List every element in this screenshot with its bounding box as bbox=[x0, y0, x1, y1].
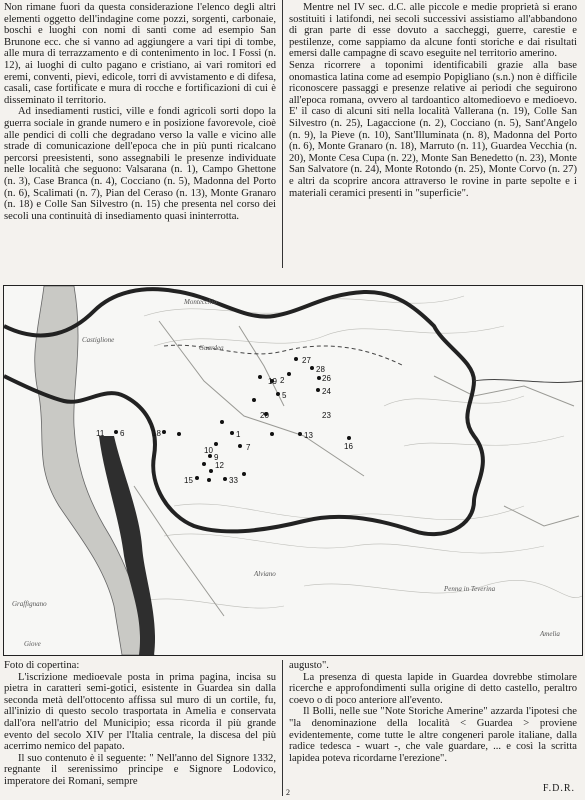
column-divider bbox=[282, 0, 283, 268]
site-label: 18 bbox=[152, 429, 161, 438]
site-label: 16 bbox=[344, 442, 353, 451]
paragraph: Mentre nel IV sec. d.C. alle piccole e medie proprietà si erano sostituiti i latifondi, nei secoli successivi assistiamo all'abbandono di gran parte di esse dovuto a saccheggi, guerre, carestie e pestilenze, come sappiamo da alcune fonti storiche e dai risultati emersi dalle campagne di scavo eseguite nel territorio amerino. bbox=[289, 2, 577, 60]
site-label: 12 bbox=[215, 461, 224, 470]
paragraph: La presenza di questa lapide in Guardea dovrebbe stimolare ricerche e approfondimenti sulla origine di detto castello, peraltro coevo o di poco anteriore all'evento. bbox=[289, 671, 577, 706]
roads bbox=[134, 321, 579, 616]
site-label: 7 bbox=[246, 443, 251, 452]
site-dot bbox=[230, 431, 234, 435]
place-label: Giove bbox=[24, 640, 41, 648]
site-label: 23 bbox=[322, 411, 331, 420]
site-dot bbox=[298, 432, 302, 436]
site-label: 19 bbox=[268, 377, 277, 386]
site-label: 24 bbox=[322, 387, 331, 396]
site-dot bbox=[287, 372, 291, 376]
page-number: 2 bbox=[286, 788, 290, 797]
column-divider bbox=[282, 660, 283, 796]
site-dot bbox=[162, 430, 166, 434]
site-label: 11 bbox=[96, 429, 105, 438]
site-dot bbox=[195, 476, 199, 480]
site-dot bbox=[258, 375, 262, 379]
site-dot bbox=[316, 388, 320, 392]
site-label: 13 bbox=[304, 431, 313, 440]
site-label: 10 bbox=[204, 446, 213, 455]
bottom-left-column bbox=[4, 660, 276, 788]
site-label: 33 bbox=[229, 476, 238, 485]
paragraph: Il suo contenuto è il seguente: " Nell'anno del Signore 1332, regnante il serenissimo principe e Signore Lodovico, imperatore dei Romani, sempre bbox=[4, 752, 276, 787]
boundary-east bbox=[474, 380, 582, 383]
site-dot bbox=[209, 469, 213, 473]
site-dot bbox=[317, 376, 321, 380]
site-label: 6 bbox=[120, 429, 125, 438]
territory-map bbox=[3, 285, 583, 656]
site-dot bbox=[220, 420, 224, 424]
site-dot bbox=[223, 477, 227, 481]
site-dot bbox=[347, 436, 351, 440]
caption-title: Foto di copertina: bbox=[4, 660, 80, 671]
place-label: Amelia bbox=[540, 630, 560, 638]
site-label: 1 bbox=[236, 430, 241, 439]
site-label: 20 bbox=[260, 411, 269, 420]
bottom-right-column bbox=[289, 660, 577, 764]
top-right-column bbox=[289, 2, 577, 199]
site-dot bbox=[114, 430, 118, 434]
paragraph: augusto". bbox=[289, 660, 329, 671]
paragraph: Ad insediamenti rustici, ville e fondi agricoli sorti dopo la guerra sociale in grande numero e in posizione favorevole, cioè alle pendici di colli che degradano verso la valle e vicino alle strade di comunicazione dell'epoca che in più punti ricalcano percorsi preesistenti, sono assegnabili le presenze individuate nelle località che seguono: Valsarana (n. 1), Campo Ghettone (n. 3), Case Branca (n. 4), Cocciano (n. 5), Madonna del Porto (n. 6), Scalimati (n. 7), Pian del Ceraso (n. 13), Monte Granaro (n. 18) e Colle San Silvestro (n. 15) che presenta nel corso dei secoli una continuità di insediamento quasi ininterrotta. bbox=[4, 106, 276, 222]
site-dot bbox=[238, 444, 242, 448]
site-dot bbox=[202, 462, 206, 466]
place-label: Montecchio bbox=[184, 298, 218, 306]
site-label: 27 bbox=[302, 356, 311, 365]
site-number-labels bbox=[96, 356, 353, 485]
place-label: Penna in Teverina bbox=[444, 585, 496, 593]
site-label: 5 bbox=[282, 391, 287, 400]
paragraph: Non rimane fuori da questa considerazione l'elenco degli altri elementi oggetto dell'indagine come pozzi, sorgenti, carbonaie, boschi e luoghi con nomi di santi come ad esempio San Brunone ecc. che si vanno ad aggiungere a vari tipi di tombe, alle mura di terrazzamento e di contenimento in loc. I Fossi (n. 12), ai luoghi di culto pagano e cristiano, ai vari romitori ed eremi, conventi, pievi, edicole, torri di avvistamento e di difesa, casali, case fortificate e mura di rocche e fortificazioni di cui è disseminato il territorio. bbox=[4, 2, 276, 106]
place-label: Graffignano bbox=[12, 600, 47, 608]
site-dot bbox=[294, 357, 298, 361]
paragraph: Il Bolli, nelle sue "Note Storiche Amerine" azzarda l'ipotesi che "la denominazione della località < Guardea > proviene evidentemente, come tutte le altre congeneri parole italiane, dalla radice tedesca - wuart -, che vale guardare, ... e così la scritta lapidea poteva ricordarne l'erezione". bbox=[289, 706, 577, 764]
paragraph: L'iscrizione medioevale posta in prima pagina, incisa su pietra in caratteri semi-gotici, esistente in Guardea sin dalla seconda metà dell'ottocento affissa sul muro di un cortile, fu, all'inizio di questo secolo trasportata in Amelia e conservata dall'ora nell'atrio del Municipio; essa ricorda il più grande evento del secolo XIV per l'Italia centrale, la discesa del più acerrimo nemico del papato. bbox=[4, 671, 276, 753]
site-dot bbox=[276, 392, 280, 396]
site-dot bbox=[310, 366, 314, 370]
site-dot bbox=[242, 472, 246, 476]
site-label: 2 bbox=[280, 376, 285, 385]
place-label: Guardea bbox=[199, 344, 224, 352]
contour-lines bbox=[124, 296, 582, 608]
place-label: Alviano bbox=[254, 570, 276, 578]
place-label: Castiglione bbox=[82, 336, 115, 344]
site-label: 9 bbox=[214, 453, 219, 462]
site-dot bbox=[207, 478, 211, 482]
map-drawing bbox=[4, 286, 582, 655]
site-dot bbox=[177, 432, 181, 436]
top-left-column bbox=[4, 2, 276, 222]
site-label: 15 bbox=[184, 476, 193, 485]
paragraph: Senza ricorrere a toponimi identificabili grazie alla base onomastica latina come ad esempio Popigliano (s.n.) non è difficile riconoscere passaggi e presenze relative ai periodi che seguirono all'epoca romana, ovvero al tardoantico altomedioevo e medioevo. E' il caso di alcuni siti nella località Vallerana (n. 19), Colle San Silvestro (n. 25), Lagaccione (n. 2), Cocciano (n. 5), Sant'Angelo (n. 9), la Pieve (n. 10), Sant'Illuminata (n. 8), Madonna del Porto (n. 6), Monte Granaro (n. 18), Marruto (n. 11), Guardea Vecchia (n. 20), Monte Cesa Cupa (n. 22), Monte San Benedetto (n. 23), Monte San Salvatore (n. 24), Monte Rotondo (n. 25), Monte Corvo (n. 27) e altri da scoprire ancora attraverso le rovine in parte sepolte e i materiali ceramici presenti in "superficie". bbox=[289, 59, 577, 199]
site-label: 26 bbox=[322, 374, 331, 383]
author-signature: F.D.R. bbox=[542, 783, 575, 794]
site-label: 28 bbox=[316, 365, 325, 374]
site-dot bbox=[270, 432, 274, 436]
site-dot bbox=[214, 442, 218, 446]
site-dot bbox=[252, 398, 256, 402]
